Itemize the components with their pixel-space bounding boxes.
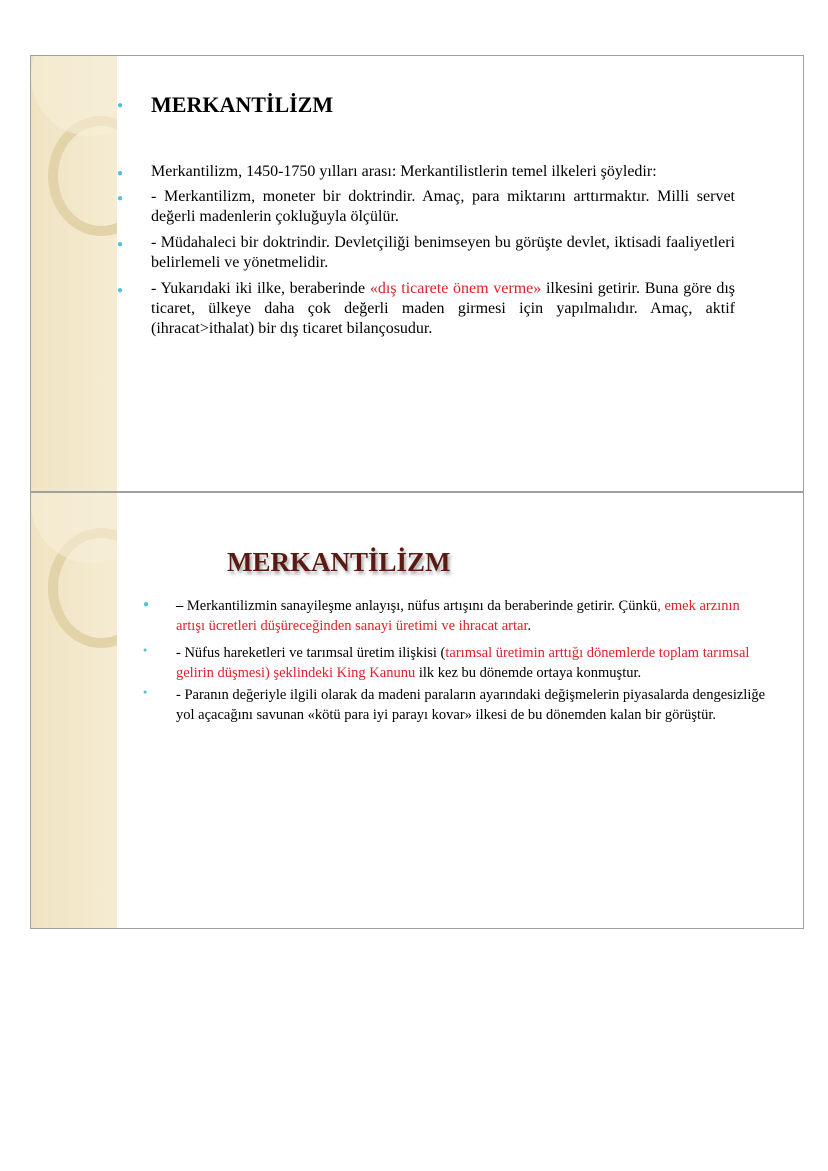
b1-text-a: Merkantilizmin sanayileşme anlayışı, nüfus artışını da beraberinde getirir. Çünkü [183,598,658,614]
bullet-icon: ● [143,599,150,610]
bullet-3: - Paranın değeriyle ilgili olarak da madeni paraların ayarındaki değişmelerin piyasalarda dengesizliğe yol açacağını savunan «kötü para iyi parayı kovar» ilkesi de bu dönemden kalan bir görüştür. [176,687,766,723]
paragraph-3 [151,279,735,339]
bullet-2 [176,643,766,683]
b1-text-b: . [527,618,532,634]
bullet-1 [176,596,766,636]
bullet-icon: ● [117,285,124,296]
p3-text-b: ilkesini getirir. Buna göre dış ticaret, ülkeye daha çok değerli maden girmesi için yapılmalıdır. Amaç, aktif (ihracat>ithalat) bir dış ticaret bilançosudur. [151,280,736,337]
slide-title: MERKANTİLİZM [227,547,451,577]
slide-2 [30,492,804,929]
slide-title: MERKANTİLİZM [151,92,334,117]
paragraph-1: - Merkantilizm, moneter bir doktrindir. Amaç, para miktarını arttırmaktır. Milli servet değerli madenlerin çokluğuyla ölçülür. [151,188,735,225]
bullet-icon: ● [143,688,148,696]
bullet-icon: ● [117,168,124,179]
ring-decoration-icon [31,493,117,928]
paragraph-2: - Müdahaleci bir doktrindir. Devletçiliği benimseyen bu görüşte devlet, iktisadi faaliyetleri belirlemeli ve yönetmelidir. [151,234,735,271]
b2-text-a: - Nüfus hareketleri ve tarımsal üretim ilişkisi ( [176,645,446,661]
decorative-sidebar [31,493,117,928]
b1-highlight: , emek arzının artışı ücretleri düşüreceğinden sanayi üretimi ve ihracat artar [176,598,740,634]
b2-highlight: tarımsal üretimin arttığı dönemlerde toplam tarımsal gelirin düşmesi) şeklindeki King Kanunu [176,645,750,681]
slide-1 [30,55,804,492]
ring-decoration-icon [31,56,117,491]
p3-text-a: - Yukarıdaki iki ilke, beraberinde [151,280,370,297]
p3-highlight: «dış ticarete önem verme» [369,280,542,297]
decorative-sidebar [31,56,117,491]
intro-text: Merkantilizm, 1450-1750 yılları arası: Merkantilistlerin temel ilkeleri şöyledir: [151,163,657,180]
dash: – [176,598,184,614]
bullet-icon: ● [117,239,124,250]
b2-text-b: ilk kez bu dönemde ortaya konmuştur. [415,665,642,681]
bullet-icon: ● [117,193,124,204]
bullet-icon: ● [143,646,148,654]
bullet-icon: ● [117,100,124,111]
